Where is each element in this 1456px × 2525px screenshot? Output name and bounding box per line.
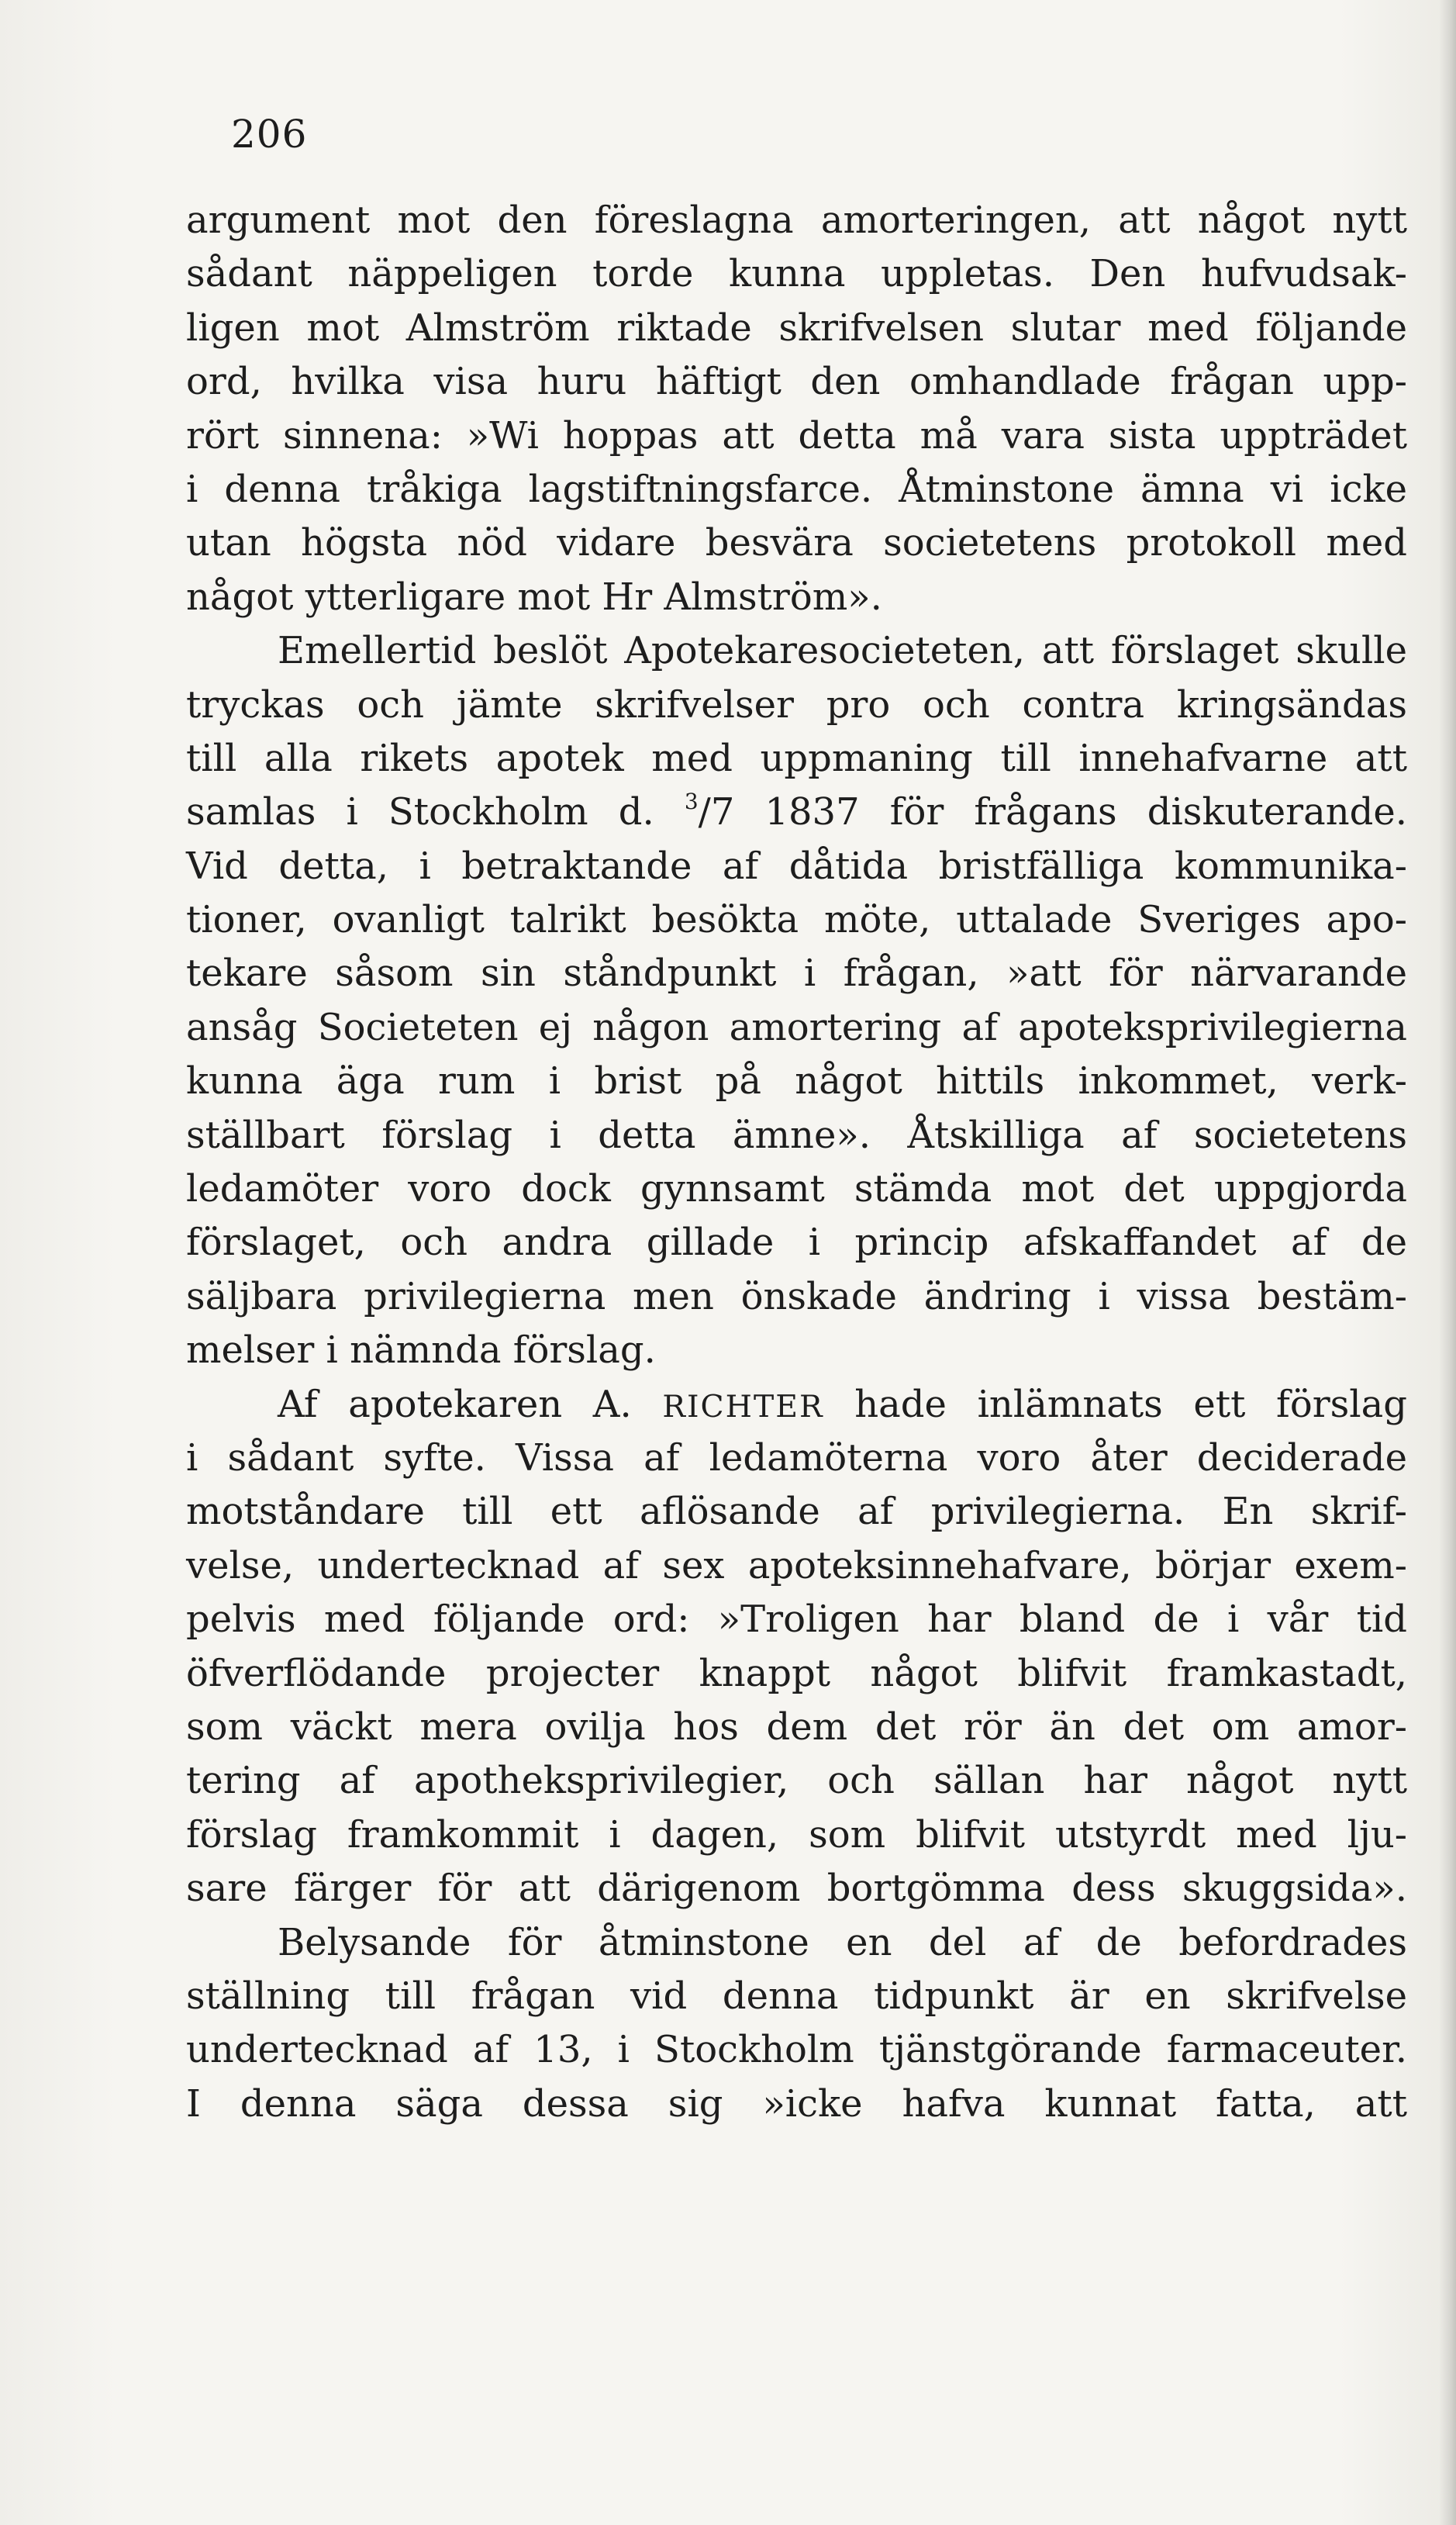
text-line: något ytterligare mot Hr Almström». xyxy=(186,575,882,619)
text-line: ställning till frågan vid denna tidpunkt är en skrifvelse xyxy=(186,1974,1407,2018)
text-line: Emellertid beslöt Apotekaresocieteten, att förslaget skulle xyxy=(278,629,1407,673)
text-line: tryckas och jämte skrifvelser pro och contra kringsändas xyxy=(186,682,1407,727)
text-line: I denna säga dessa sig »icke hafva kunnat fatta, att xyxy=(186,2081,1407,2126)
text-line-with-name xyxy=(186,1378,1407,1432)
text-line: förslaget, och andra gillade i princip afskaffandet af de xyxy=(186,1221,1407,1265)
text-line: pelvis med följande ord: »Troligen har bland de i vår tid xyxy=(186,1598,1407,1642)
author-name: RICHTER xyxy=(662,1388,824,1425)
text-segment: hade inlämnats ett förslag xyxy=(823,1382,1407,1426)
text-line: rört sinnena: »Wi hoppas att detta må vara sista uppträdet xyxy=(186,413,1407,458)
text-line: som väckt mera ovilja hos dem det rör än det om amor- xyxy=(186,1705,1407,1749)
text-line: ligen mot Almström riktade skrifvelsen slutar med följande xyxy=(186,306,1407,350)
text-line: öfverflödande projecter knappt något blifvit framkastadt, xyxy=(186,1651,1407,1695)
text-line: velse, undertecknad af sex apoteksinnehafvare, börjar exem- xyxy=(186,1543,1407,1587)
text-line: till alla rikets apotek med uppmaning till innehafvarne att xyxy=(186,736,1407,780)
text-segment: /7 1837 för frågans diskuterande. xyxy=(698,790,1407,834)
text-segment: Af apotekaren A. xyxy=(278,1382,663,1426)
text-line: Belysande för åtminstone en del af de befordrades xyxy=(278,1920,1407,1964)
text-line: utan högsta nöd vidare besvära societetens protokoll med xyxy=(186,521,1407,565)
page-edge-shadow xyxy=(1439,0,1456,2525)
text-line: ansåg Societeten ej någon amortering af apoteksprivilegierna xyxy=(186,1005,1407,1049)
text-line: i sådant syfte. Vissa af ledamöterna voro åter deciderade xyxy=(186,1435,1407,1480)
text-line: ställbart förslag i detta ämne». Åtskilliga af societetens xyxy=(186,1113,1407,1157)
text-line: tering af apotheksprivilegier, och sällan har något nytt xyxy=(186,1759,1407,1803)
text-line: kunna äga rum i brist på något hittils inkommet, verk- xyxy=(186,1059,1407,1104)
text-line: tioner, ovanligt talrikt besökta möte, uttalade Sveriges apo- xyxy=(186,898,1407,942)
text-line: ord, hvilka visa huru häftigt den omhandlade frågan upp- xyxy=(186,360,1407,404)
text-line: argument mot den föreslagna amorteringen, att något nytt xyxy=(186,199,1407,242)
text-line: undertecknad af 13, i Stockholm tjänstgörande farmaceuter. xyxy=(186,2028,1407,2072)
text-line: melser i nämnda förslag. xyxy=(186,1328,656,1373)
text-line-with-date xyxy=(186,786,1407,839)
text-line: förslag framkommit i dagen, som blifvit utstyrdt med lju- xyxy=(186,1812,1407,1857)
page-number: 206 xyxy=(231,112,308,157)
text-line: sare färger för att därigenom bortgömma dess skuggsida». xyxy=(186,1867,1407,1911)
text-line: tekare såsom sin ståndpunkt i frågan, »att för närvarande xyxy=(186,952,1407,996)
text-line: säljbara privilegierna men önskade ändring i vissa bestäm- xyxy=(186,1274,1407,1318)
body-text xyxy=(186,194,1407,2131)
date-superscript: 3 xyxy=(684,789,699,815)
text-line: i denna tråkiga lagstiftningsfarce. Åtminstone ämna vi icke xyxy=(186,467,1407,511)
text-line: motståndare till ett aflösande af privilegierna. En skrif- xyxy=(186,1490,1407,1534)
text-line: sådant näppeligen torde kunna uppletas. Den hufvudsak- xyxy=(186,252,1407,296)
text-segment: samlas i Stockholm d. xyxy=(186,790,685,834)
text-line: ledamöter voro dock gynnsamt stämda mot det uppgjorda xyxy=(186,1167,1407,1211)
text-line: Vid detta, i betraktande af dåtida bristfälliga kommunika- xyxy=(186,844,1407,888)
